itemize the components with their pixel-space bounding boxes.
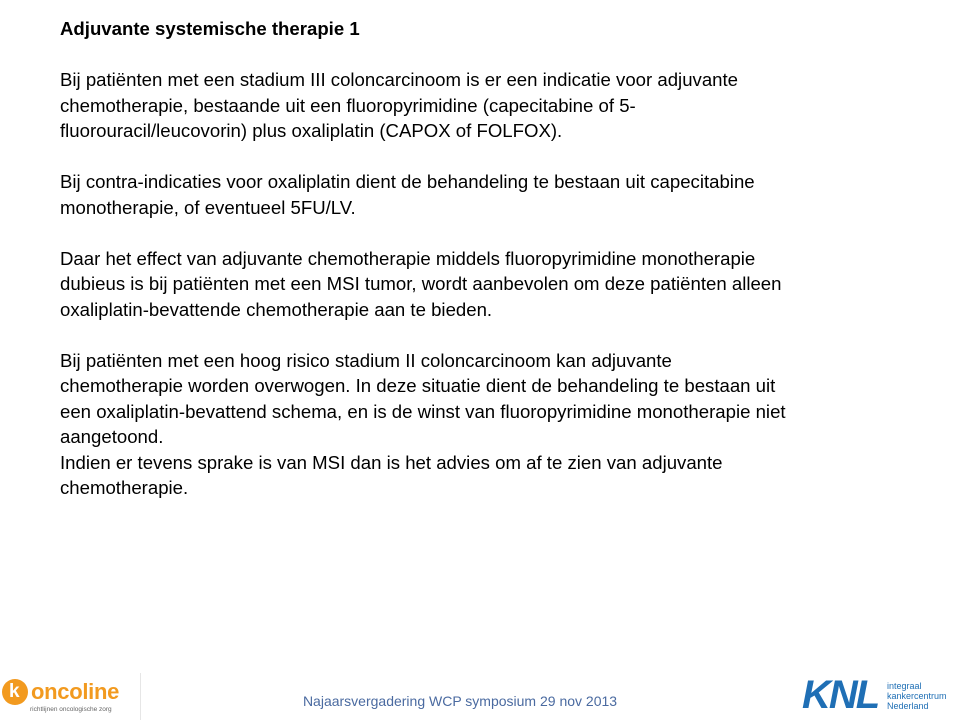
knl-text	[887, 681, 947, 711]
text-line: Bij contra-indicaties voor oxaliplatin dient de behandeling te bestaan uit capecitabine	[60, 171, 755, 192]
text-line: aangetoond.	[60, 426, 164, 447]
knl-letters: KNL	[802, 673, 879, 717]
text-line: chemotherapie, bestaande uit een fluoropyrimidine (capecitabine of 5-	[60, 94, 636, 116]
paragraph-stage-iii	[60, 67, 920, 144]
paragraph-stage-ii	[60, 348, 920, 501]
text-line: een oxaliplatin-bevattend schema, en is de winst van fluoropyrimidine monotherapie niet	[60, 400, 786, 422]
footer-text: Najaarsvergadering WCP symposium 29 nov 2013	[302, 693, 618, 709]
text-line: chemotherapie.	[60, 477, 189, 498]
text-line: Indien er tevens sprake is van MSI dan is het advies om af te zien van adjuvante	[60, 451, 723, 473]
knl-line: integraal	[887, 681, 922, 691]
slide-content	[60, 16, 920, 501]
text-line: Daar het effect van adjuvante chemotherapie middels fluoropyrimidine monotherapie	[60, 247, 756, 269]
oncoline-mark: k	[9, 681, 20, 702]
knl-line: Nederland	[887, 701, 929, 711]
oncoline-tagline: richtlijnen oncologische zorg	[30, 706, 112, 713]
spacer	[60, 42, 920, 68]
text-line: fluorouracil/leucovorin) plus oxaliplatin (CAPOX of FOLFOX).	[60, 120, 563, 141]
knl-line: kankercentrum	[887, 691, 947, 701]
text-line: dubieus is bij patiënten met een MSI tumor, wordt aanbevolen om deze patiënten alleen	[60, 273, 782, 294]
paragraph-contra-indications	[60, 169, 920, 220]
spacer	[60, 144, 920, 170]
text-line: monotherapie, of eventueel 5FU/LV.	[60, 196, 356, 218]
paragraph-msi-tumor	[60, 246, 920, 323]
spacer	[60, 322, 920, 348]
text-line: Bij patiënten met een hoog risico stadium II coloncarcinoom kan adjuvante	[60, 349, 672, 371]
text-line: oxaliplatin-bevattende chemotherapie aan te bieden.	[60, 298, 493, 320]
text-line: Bij patiënten met een stadium III coloncarcinoom is er een indicatie voor adjuvante	[60, 69, 739, 90]
oncoline-wordmark: oncoline	[31, 679, 120, 704]
knl-logo	[800, 673, 960, 720]
slide-title: Adjuvante systemische therapie 1	[60, 18, 360, 39]
spacer	[60, 220, 920, 246]
text-line: chemotherapie worden overwogen. In deze situatie dient de behandeling te bestaan uit	[60, 375, 776, 396]
